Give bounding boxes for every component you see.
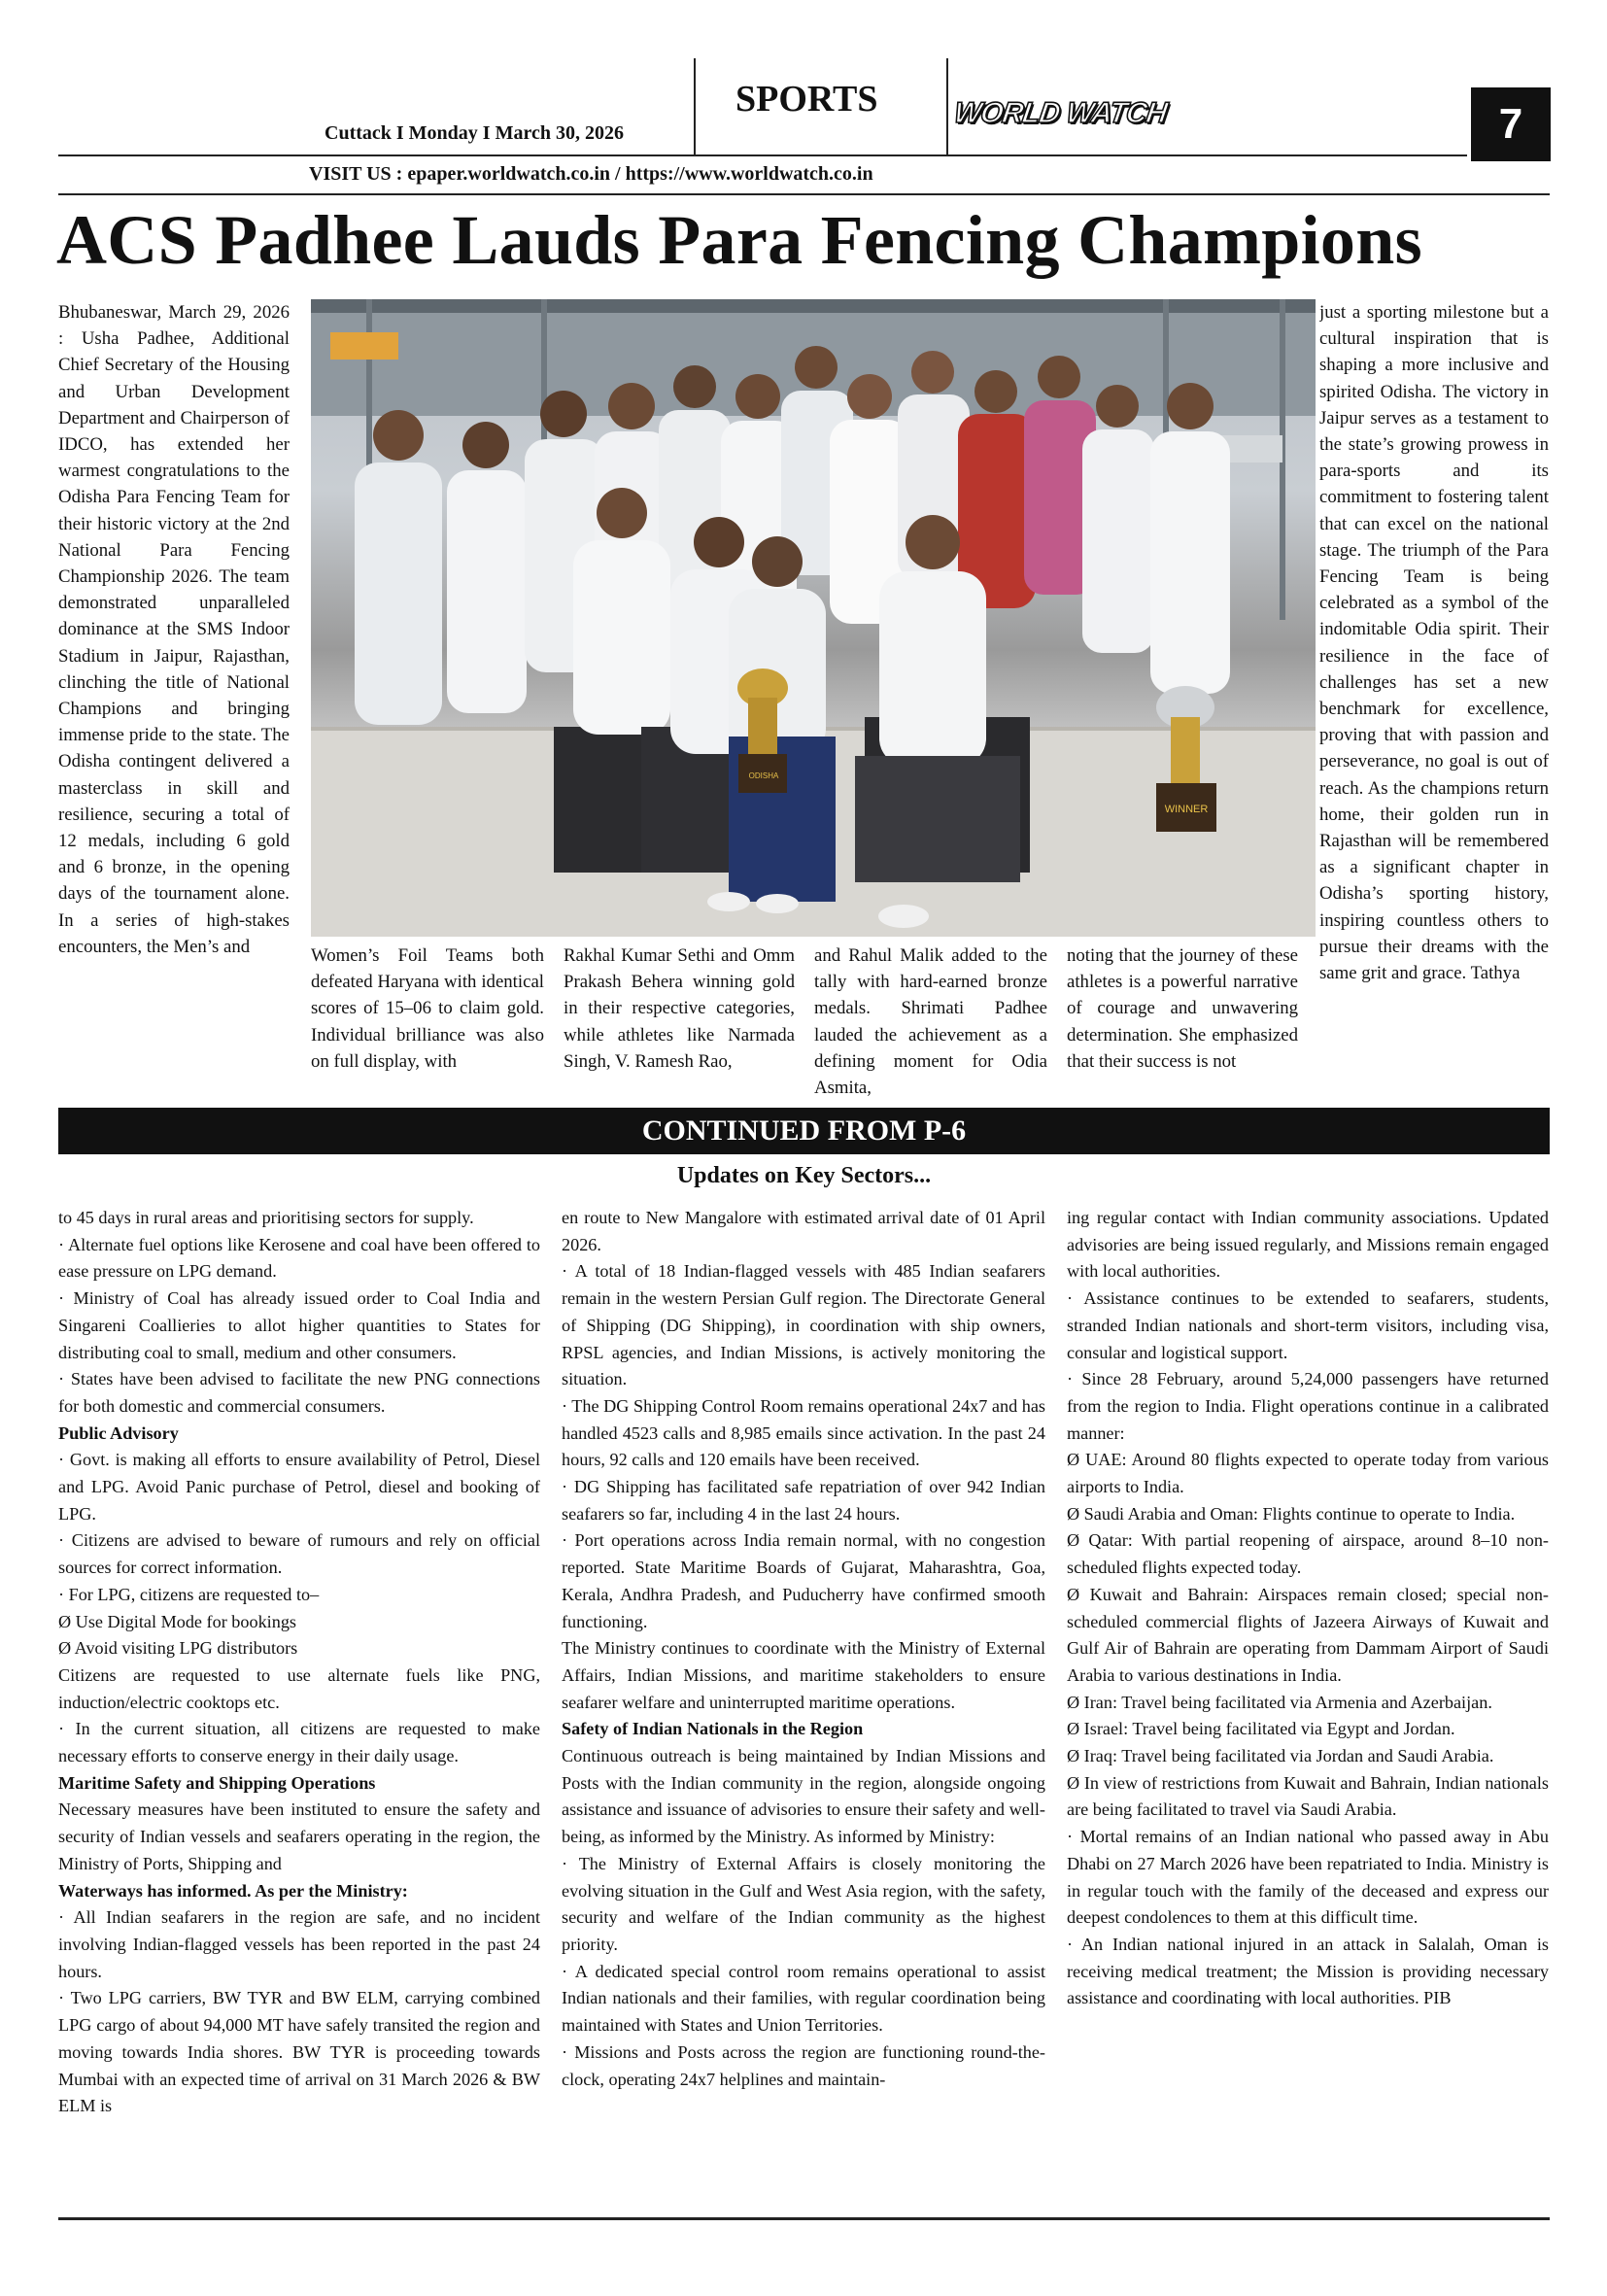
continued-subhead: Updates on Key Sectors... xyxy=(676,1163,932,1188)
paragraph: · Port operations across India remain normal, with no congestion reported. State Maritime Boards of Gujarat, Maharashtra, Goa, Kerala, Andhra Pradesh, and Puducherry have confirmed smooth functioning. xyxy=(562,1530,1045,1631)
team-photo-illustration xyxy=(311,299,1316,937)
paragraph: Necessary measures have been instituted to ensure the safety and security of Indian vessels and seafarers operating in the region, the Ministry of Ports, Shipping and xyxy=(58,1799,540,1873)
paragraph: Ø Saudi Arabia and Oman: Flights continue to operate to India. xyxy=(1067,1503,1516,1524)
article-column-4: and Rahul Malik added to the tally with hard-earned bronze medals. Shrimati Padhee lauded the achievement as a defining moment for Odia Asmita, xyxy=(814,945,1047,1099)
paragraph: · For LPG, citizens are requested to– xyxy=(58,1584,320,1604)
paragraph: · The Ministry of External Affairs is closely monitoring the evolving situation in the Gulf and West Asia region, with the safety, security and welfare of the Indian community as the highest priority. xyxy=(562,1853,1045,1954)
subsection-heading-text: Public Advisory xyxy=(58,1422,179,1443)
article-column-5: noting that the journey of these athletes is a powerful narrative of courage and unwavering determination. She emphasized that their success is not xyxy=(1067,945,1298,1072)
paragraph: The Ministry continues to coordinate with the Ministry of External Affairs, Indian Missions, and maritime stakeholders to ensure seafarer welfare and uninterrupted maritime operations. xyxy=(562,1638,1045,1712)
paragraph: Ø Iran: Travel being facilitated via Armenia and Azerbaijan. xyxy=(1067,1692,1492,1712)
masthead-divider-right xyxy=(946,58,948,155)
article-column-3: Rakhal Kumar Sethi and Omm Prakash Behera winning gold in their respective categories, while athletes like Narmada Singh, V. Ramesh Rao, xyxy=(564,945,795,1072)
paragraph: · Govt. is making all efforts to ensure availability of Petrol, Diesel and LPG. Avoid Panic purchase of Petrol, diesel and booking of LPG. xyxy=(58,1450,540,1524)
paragraph: Ø Iraq: Travel being facilitated via Jordan and Saudi Arabia. xyxy=(1067,1746,1494,1766)
masthead-logo: WORLD WATCH xyxy=(951,97,1169,129)
paragraph: to 45 days in rural areas and prioritising sectors for supply. xyxy=(58,1208,474,1227)
article-headline: ACS Padhee Lauds Para Fencing Champions xyxy=(56,201,1422,279)
continued-banner: CONTINUED FROM P-6 xyxy=(58,1108,1550,1154)
paragraph: Ø Avoid visiting LPG distributors xyxy=(58,1638,298,1659)
masthead-rule xyxy=(58,154,1467,156)
team-photo xyxy=(311,299,1316,937)
masthead-divider-left xyxy=(694,58,696,155)
paragraph: en route to New Mangalore with estimated arrival date of 01 April 2026. xyxy=(562,1208,1045,1254)
visit-rule xyxy=(58,193,1550,195)
paragraph: · Since 28 February, around 5,24,000 passengers have returned from the region to India. Flight operations continue in a calibrated manner: xyxy=(1067,1369,1549,1443)
paragraph: · A dedicated special control room remains operational to assist Indian nationals and their families, with regular coordination being maintained with States and Union Territories. xyxy=(562,1961,1045,2036)
paragraph: · DG Shipping has facilitated safe repatriation of over 942 Indian seafarers so far, including 4 in the last 24 hours. xyxy=(562,1477,1045,1524)
footer-rule xyxy=(58,2217,1550,2220)
paragraph: Ø UAE: Around 80 flights expected to operate today from various airports to India. xyxy=(1067,1450,1549,1497)
paragraph: · In the current situation, all citizens are requested to make necessary efforts to conserve energy in their daily usage. xyxy=(58,1719,540,1766)
paragraph: Continuous outreach is being maintained by Indian Missions and Posts with the Indian community in the region, alongside ongoing assistance and issuance of advisories to ensure their safety and well-being, as informed by the Ministry. As informed by Ministry: xyxy=(562,1746,1045,1847)
paragraph: Ø Qatar: With partial reopening of airspace, around 8–10 non-scheduled flights expected today. xyxy=(1067,1530,1549,1578)
subsection-heading-text: Maritime Safety and Shipping Operations xyxy=(58,1772,376,1793)
paragraph: · Missions and Posts across the region are functioning round-the-clock, operating 24x7 helplines and maintain- xyxy=(562,2041,1045,2089)
subsection-heading xyxy=(58,1770,540,1798)
continued-column-1 xyxy=(58,1205,540,2206)
visit-us-line: VISIT US : epaper.worldwatch.co.in / https://www.worldwatch.co.in xyxy=(309,163,873,185)
paragraph: Ø Israel: Travel being facilitated via Egypt and Jordan. xyxy=(1067,1719,1455,1739)
article-column-6: just a sporting milestone but a cultural inspiration that is shaping a more inclusive and spirited Odisha. The victory in Jaipur serves as a testament to the state’s growing prowess in para-sports and its commitment to fostering talent that can excel on the national stage. The triumph of the Para Fencing Team is being celebrated as a symbol of the indomitable Odia spirit. Their resilience in the face of challenges has set a new benchmark for excellence, proving that with passion and perseverance, no goal is out of reach. As the champions return home, their golden run in Rajasthan will be remembered as a significant chapter in Odisha’s sporting history, inspiring countless others to pursue their dreams with the same grit and grace. Tathya xyxy=(1319,302,1549,984)
paragraph: · States have been advised to facilitate the new PNG connections for both domestic and commercial consumers. xyxy=(58,1369,540,1416)
subsection-heading-text: Safety of Indian Nationals in the Region xyxy=(562,1719,864,1739)
subsection-heading-text: Waterways has informed. As per the Ministry: xyxy=(58,1880,408,1901)
article-column-1: Bhubaneswar, March 29, 2026 : Usha Padhee, Additional Chief Secretary of the Housing and Urban Development Department and Chairperson of IDCO, has extended her warmest congratulations to the Odisha Para Fencing Team for their historic victory at the 2nd National Para Fencing Championship 2026. The team demonstrated unparalleled dominance at the SMS Indoor Stadium in Jaipur, Rajasthan, clinching the title of National Champions and bringing immense pride to the state. The Odisha contingent delivered a masterclass in skill and resilience, securing a total of 12 medals, including 6 gold and 6 bronze, in the opening days of the tournament alone. In a series of high-stakes encounters, the Men’s and xyxy=(58,302,290,957)
continued-column-2 xyxy=(562,1205,1045,2206)
paragraph: Ø Use Digital Mode for bookings xyxy=(58,1611,296,1631)
paragraph: · An Indian national injured in an attack in Salalah, Oman is receiving medical treatment; the Mission is providing necessary assistance and coordinating with local authorities. PIB xyxy=(1067,1934,1549,2008)
paragraph: Ø Kuwait and Bahrain: Airspaces remain closed; special non-scheduled commercial flights of Jazeera Airways of Kuwait and Gulf Air of Bahrain are operating from Dammam Airport of Saudi Arabia to various destinations in India. xyxy=(1067,1584,1549,1685)
article-column-2: Women’s Foil Teams both defeated Haryana with identical scores of 15–06 to claim gold. Individual brilliance was also on full display, with xyxy=(311,945,544,1072)
paragraph: ing regular contact with Indian community associations. Updated advisories are being issued regularly, and Missions remain engaged with local authorities. xyxy=(1067,1208,1549,1282)
paragraph: · Two LPG carriers, BW TYR and BW ELM, carrying combined LPG cargo of about 94,000 MT have safely transited the region and moving towards India shores. BW TYR is proceeding towards Mumbai with an expected time of arrival on 31 March 2026 & BW ELM is xyxy=(58,1988,540,2116)
paragraph: · The DG Shipping Control Room remains operational 24x7 and has handled 4523 calls and 8,985 emails since activation. In the past 24 hours, 92 calls and 120 emails have been received. xyxy=(562,1395,1045,1470)
subsection-heading xyxy=(58,1421,540,1448)
trophy-banner: ODISHA xyxy=(748,771,779,780)
paragraph: · All Indian seafarers in the region are safe, and no incident involving Indian-flagged vessels has been reported in the past 24 hours. xyxy=(58,1907,540,1981)
dateline: Cuttack I Monday I March 30, 2026 xyxy=(325,122,624,144)
paragraph: · Citizens are advised to beware of rumours and rely on official sources for correct information. xyxy=(58,1530,540,1578)
paragraph: · Mortal remains of an Indian national who passed away in Abu Dhabi on 27 March 2026 have been repatriated to India. Ministry is in regular touch with the family of the deceased and express our deepest condolences to them at this difficult time. xyxy=(1067,1827,1549,1928)
paragraph: Citizens are requested to use alternate fuels like PNG, induction/electric cooktops etc. xyxy=(58,1664,540,1712)
paragraph: · Ministry of Coal has already issued order to Coal India and Singareni Coallieries to allot higher quantities to States for distributing coal to small, medium and other consumers. xyxy=(58,1288,540,1362)
subsection-heading xyxy=(58,1878,540,1905)
paragraph: · A total of 18 Indian-flagged vessels with 485 Indian seafarers remain in the western Persian Gulf region. The Directorate General of Shipping (DG Shipping), in coordination with ship owners, RPSL agencies, and Indian Missions, is actively monitoring the situation. xyxy=(562,1261,1045,1389)
trophy-label: WINNER xyxy=(1164,804,1209,815)
paragraph: · Alternate fuel options like Kerosene and coal have been offered to ease pressure on LPG demand. xyxy=(58,1234,540,1282)
section-title: SPORTS xyxy=(735,79,878,120)
paragraph: Ø In view of restrictions from Kuwait and Bahrain, Indian nationals are being facilitated to travel via Saudi Arabia. xyxy=(1067,1772,1549,1820)
subsection-heading xyxy=(562,1716,1045,1743)
continued-column-3 xyxy=(1067,1205,1549,2206)
page-number: 7 xyxy=(1471,87,1551,161)
paragraph: · Assistance continues to be extended to seafarers, students, stranded Indian nationals and short-term visitors, including visa, consular and logistical support. xyxy=(1067,1288,1549,1362)
